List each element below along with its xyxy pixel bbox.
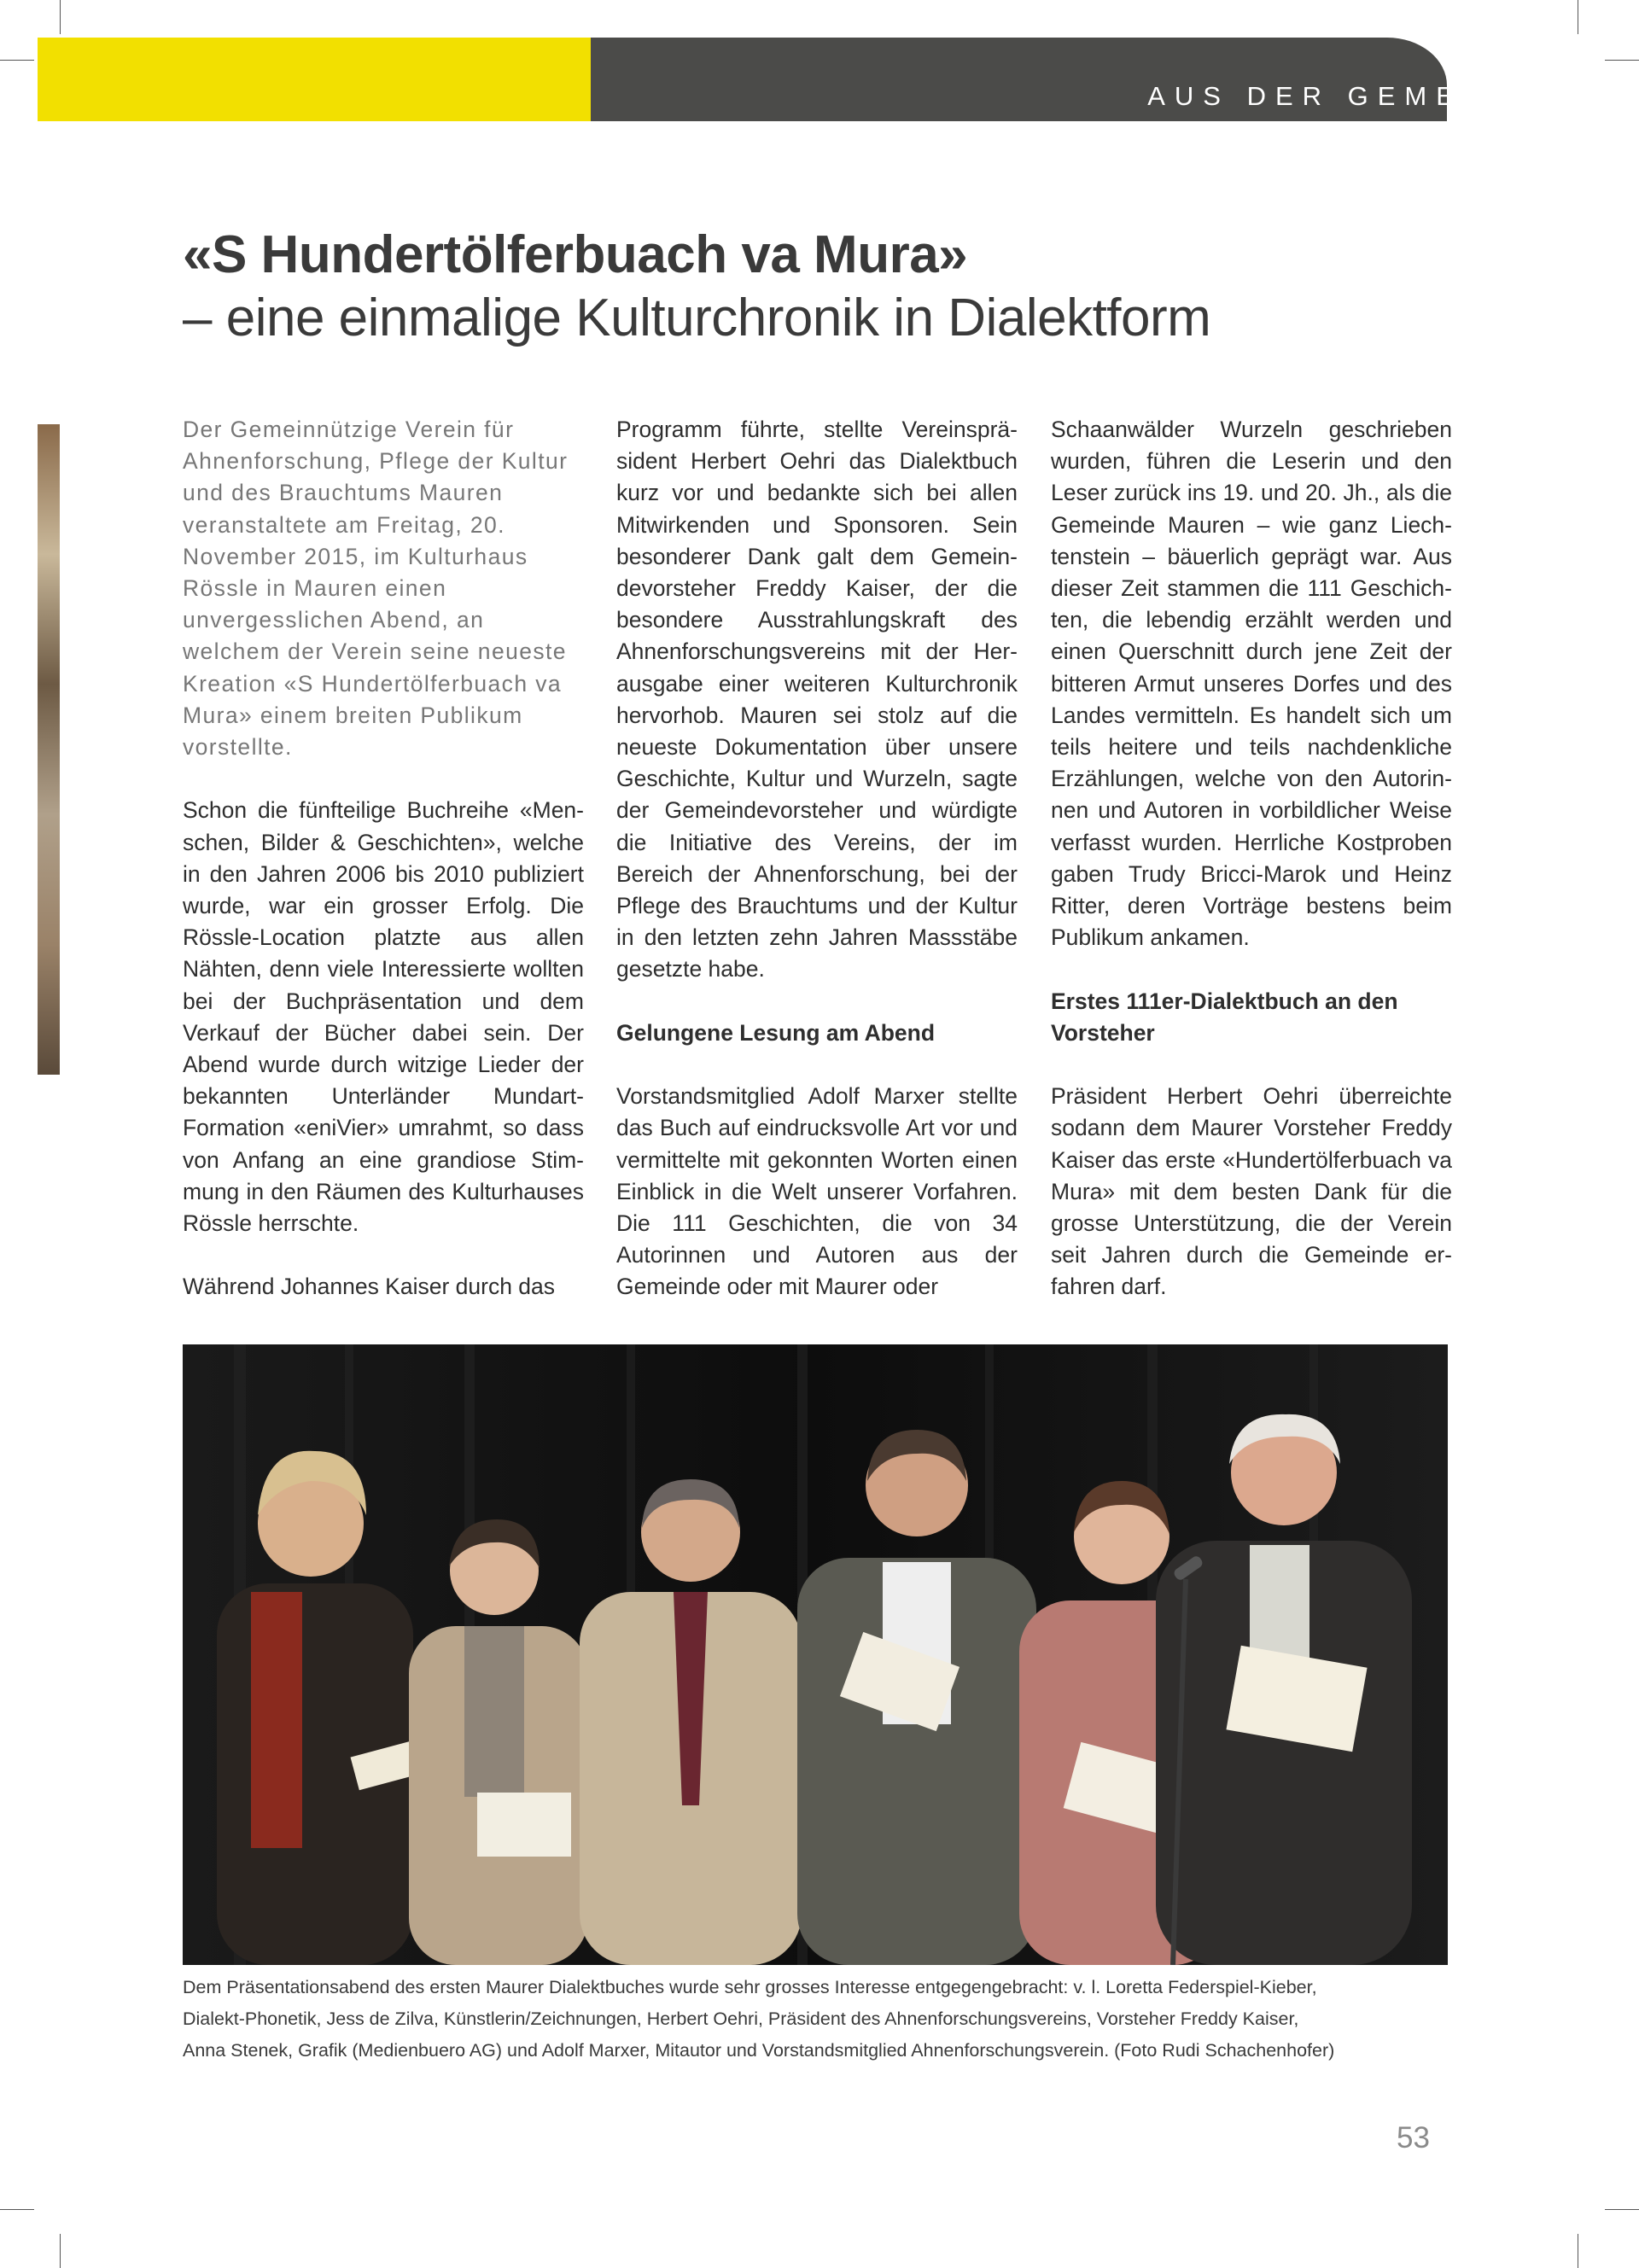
- text-column-1: [183, 414, 584, 1335]
- paragraph: Präsident Herbert Oehri überreichte sodann dem Maurer Vorsteher Freddy Kaiser das erste «Hundertölferbuach va Mura» mit dem besten Dank für die grosse Unterstützung, die der Verein seit Jahren durch die Gemeinde erfahren darf.: [1051, 1083, 1452, 1300]
- subheading: Erstes 111er-Dialektbuch an den Vorsteher: [1051, 988, 1398, 1046]
- group-photo: [183, 1344, 1448, 1965]
- photo-caption: [183, 1972, 1455, 2067]
- paragraph: Während Johannes Kaiser durch das: [183, 1274, 556, 1300]
- text-column-2: [616, 414, 1018, 1335]
- caption-line: Anna Stenek, Grafik (Medienbuero AG) und Adolf Marxer, Mitautor und Vorstandsmitglied Ahnenforschungsverein. (Foto Rudi Schachenhofer): [183, 2040, 1335, 2061]
- crop-mark: [0, 60, 34, 61]
- caption-line: Dem Präsentationsabend des ersten Maurer Dialektbuches wurde sehr grosses Interesse entgegengebracht: v. l. Loretta Federspiel-Kieber,: [183, 1977, 1317, 1997]
- crop-mark: [0, 2209, 34, 2210]
- text-column-3: [1051, 414, 1452, 1335]
- article-title: [183, 224, 1463, 350]
- paragraph: Schon die fünfteilige Buchreihe «Menschen, Bilder & Geschichten», welche in den Jahren 2006 bis 2010 publiziert wurde, war ein grosser Erfolg. Die Rössle-Location platzte aus allen Nähten, denn viele Interessierte wollten bei der Buchpräsentation und dem Verkauf der Bücher dabei sein. Der Abend wurde durch witzige Lieder der bekannten Unterländer Mundart-Formation «eniVier» umrahmt, so dass von Anfang an eine grandiose Stimmung in den Räumen des Kulturhauses Rössle herrschte.: [183, 797, 584, 1237]
- paragraph: Schaanwälder Wurzeln geschrieben wurden, führen die Leserin und den Leser zurück ins 19. und 20. Jh., als die Gemeinde Mauren – wie ganz Liechtenstein – bäuerlich geprägt war. Aus dieser Zeit stammen die 111 Geschichten, die lebendig erzählt werden und einen Querschnitt durch jene Zeit der bitteren Armut unseres Dorfes und des Landes vermitteln. Es handelt sich um teils heitere und teils nachdenkliche Erzählungen, welche von den Autorinnen und Autoren in vorbildlicher Weise verfasst wurden. Herrliche Kostproben gaben Trudy Bricci-Marok und Heinz Ritter, deren Vorträge bestens beim Publikum ankamen.: [1051, 417, 1452, 951]
- side-photo-strip: [38, 424, 60, 1075]
- title-main: «S Hundertölferbuach va Mura»: [183, 225, 968, 284]
- page-number: 53: [1397, 2121, 1430, 2154]
- crop-mark: [1605, 60, 1639, 61]
- section-label: AUS DER GEMEINDE: [1147, 81, 1564, 111]
- paragraph: Vorstandsmitglied Adolf Marxer stellte das Buch auf eindrucksvolle Art vor und vermittelte mit gekonnten Worten einen Einblick in die Welt unserer Vorfahren. Die 111 Geschichten, die von 34 Autorinnen und Autoren aus der Gemeinde oder mit Maurer oder: [616, 1083, 1018, 1300]
- group-photo-illustration: [183, 1344, 1448, 1965]
- intro-paragraph: Der Gemeinnützige Verein für Ahnenforschung, Pflege der Kultur und des Brauchtums Mauren veranstaltete am Freitag, 20. November 2015, im Kulturhaus Rössle in Mauren einen unvergesslichen Abend, an welchem der Verein seine neueste Kreation «S Hundertölferbuach va Mura» einem breiten Publikum vorstellte.: [183, 417, 569, 761]
- crop-mark: [60, 0, 61, 34]
- crop-mark: [60, 2234, 61, 2268]
- caption-line: Dialekt-Phonetik, Jess de Zilva, Künstlerin/Zeichnungen, Herbert Oehri, Präsident des Ahnenforschungsvereins, Vorsteher Freddy Kaiser,: [183, 2009, 1299, 2029]
- title-sub: – eine einmalige Kulturchronik in Dialektform: [183, 289, 1211, 347]
- crop-mark: [1605, 2209, 1639, 2210]
- paragraph: Programm führte, stellte Vereinspräsident Herbert Oehri das Dialektbuch kurz vor und bedankte sich bei allen Mitwirkenden und Sponsoren. Sein besonderer Dank galt dem Gemeindevorsteher Freddy Kaiser, der die besondere Ausstrahlungskraft des Ahnenforschungsvereins mit der Herausgabe einer weiteren Kulturchronik hervorhob. Mauren sei stolz auf die neueste Dokumentation über unsere Geschichte, Kultur und Wurzeln, sagte der Gemeindevorsteher und würdigte die Initiative des Vereins, der im Bereich der Ahnenforschung, bei der Pflege des Brauchtums und der Kultur in den letzten zehn Jahren Massstäbe gesetzte habe.: [616, 417, 1018, 982]
- subheading: Gelungene Lesung am Abend: [616, 1019, 936, 1046]
- header-accent-bar: [38, 38, 591, 121]
